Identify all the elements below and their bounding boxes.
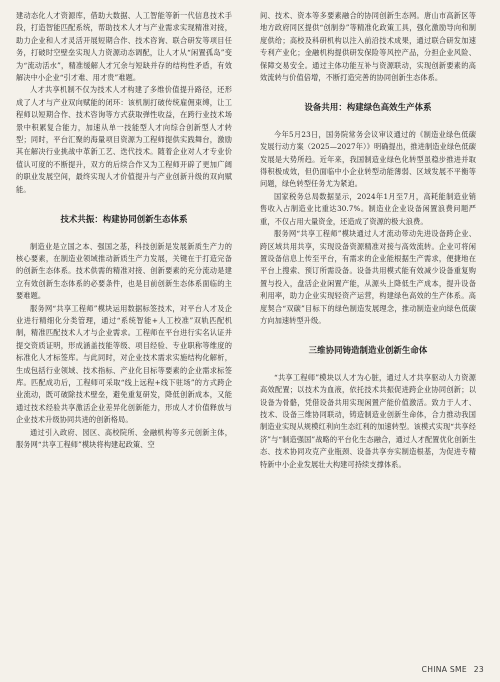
- paragraph: 制造业是立国之本、强国之基，科技创新是发展新质生产力的核心要素，在制造业领域推动新质生产力发展，关键在于打造完备的创新生态体系。技术供需的精准对接、创新要素的充分流动是建立有效创新生态体系的必要条件，也是目前创新生态体系面临的主要难题。: [16, 241, 232, 301]
- section-heading: 设备共用：构建绿色高效生产体系: [304, 102, 432, 113]
- paragraph: 服务网“共享工程师”模块运用数据标签技术，对平台人才及企业进行精细化分类管理，通过“系统智能+人工校准”双轨匹配机制，精准匹配技术人才与企业需求。工程师在平台进行实名认证并提交资质证明，形成涵盖技能等级、项目经验、专业职称等维度的标准化人才标签库。与此同时，对企业技术需求实施结构化解析，生成包括行业领域、技术指标、产业化目标等要素的企业需求标签库。匹配成功后，工程师可采取“线上远程+线下驻场”的方式跨企业流动，既可破除技术壁垒，避免重复研发，降低创新成本，又能通过技术经验共享激活企业差异化创新能力，形成人才价值释放与企业技术升级协同共进的创新格局。: [16, 303, 232, 425]
- right-column: [260, 10, 476, 471]
- page-footer: [418, 665, 484, 674]
- section-heading: 技术共振：构建协同创新生态体系: [60, 214, 188, 225]
- paragraph: 国家税务总局数据显示，2024年1月至7月，高耗能制造业销售收入占制造业比重达30.7%。制造业企业设备闲置浪费问题严重，不仅占用大量资金，还造成了资源的极大浪费。: [260, 191, 476, 226]
- paragraph: 间、技术、资本等多要素融合的协同创新生态网。唐山市高新区等地方政府同区提供“创制券”等精准化政策工具，强化激励导向和制度供给；高校及科研机构以注入前沿技术成果，通过联合研发加速专利产业化；金融机构提供研发保险等风控产品，分担企业风险、保障交易安全。通过主体功能互补与资源联动，实现创新要素的高效流转与价值倍增，不断打造完善的协同创新生态体系。: [260, 11, 476, 83]
- publication-name: CHINA SME: [421, 665, 468, 674]
- section-heading: 三维协同铸造制造业创新生命体: [308, 345, 428, 356]
- paragraph: 今年5月23日，国务院常务会议审议通过的《制造业绿色低碳发展行动方案（2025—2027年）》明确提出，推进制造业绿色低碳发展是大势所趋。近年来，我国制造业绿色化转型虽稳步推进并取得积极成效，但仍面临中小企业转型动能薄弱、区域发展不平衡等问题，绿色转型任务尤为紧迫。: [260, 129, 476, 189]
- paragraph: 建动态化人才资源库，借助大数据、人工智能等新一代信息技术手段，打造智能匹配系统，帮助技术人才与产业需求实现精准对接，助力企业和人才灵活开展短期合作、技术咨询、联合研发等项目任务，打破时空壁垒实现人力资源动态调配，让人才从“闲置孤岛”变为“流动活水”，精准缓解人才冗余与短缺并存的结构性矛盾，有效解决中小企业“引才难、用才贵”难题。: [16, 11, 232, 83]
- paragraph: 服务网“共享工程师”模块通过人才流动带动先进设备跨企业、跨区域共用共享，实现设备资源精准对接与高效流转。企业可将闲置设备信息上传至平台，有需求的企业能根据生产需求，便捷地在平台上搜索、预订所需设备。设备共用模式能有效减少设备重复购置与投入，盘活企业闲置产能，从源头上降低生产成本，提升设备利用率，助力企业实现轻资产运营，构建绿色高效的生产体系。高度契合“双碳”目标下的绿色制造发展理念，推动制造业向绿色低碳方向加速转型升级。: [260, 229, 476, 325]
- left-column: [16, 10, 232, 451]
- paragraph: 人才共享机制不仅为技术人才构建了多维价值提升路径，还形成了人才与产业双向赋能的闭环：该机制打破传统雇佣束缚，让工程师以短期合作、技术咨询等方式获取弹性收益，在跨行业技术场景中积累复合能力，加速从单一技能型人才向综合创新型人才转型；同时，平台汇聚的海量项目资源为工程师提供实践舞台，激励其在解决行业挑战中革新工艺、迭代技术。随着企业对人才专业价值认可度的不断提升，双方的后续合作又为工程师开辟了更加广阔的职业发展空间，最终实现人才价值提升与产业创新升级的双向赋能。: [16, 85, 232, 194]
- paragraph: 通过引入政府、园区、高校院所、金融机构等多元创新主体，服务网“共享工程师”模块将构建起政策、空: [16, 427, 232, 449]
- paragraph: “共享工程师”模块以人才为心脏，通过人才共享驱动人力资源高效配置；以技术为血液，依托技术共振促进跨企业协同创新；以设备为骨骼，凭借设备共用实现闲置产能价值激活。致力于人才、技术、设备三维协同联动，铸造制造业创新生命体，合力推动我国制造业实现从规模红利向生态红利的加速转型。该模式实现“共享经济”与“制造强国”战略的平台化生态融合，通过人才配置优化创新生态、技术协同攻克产业瓶颈、设备共享夯实制造根基，为促进专精特新中小企业发展壮大构建可持续支撑体系。: [260, 372, 476, 469]
- page-number: 23: [473, 665, 484, 674]
